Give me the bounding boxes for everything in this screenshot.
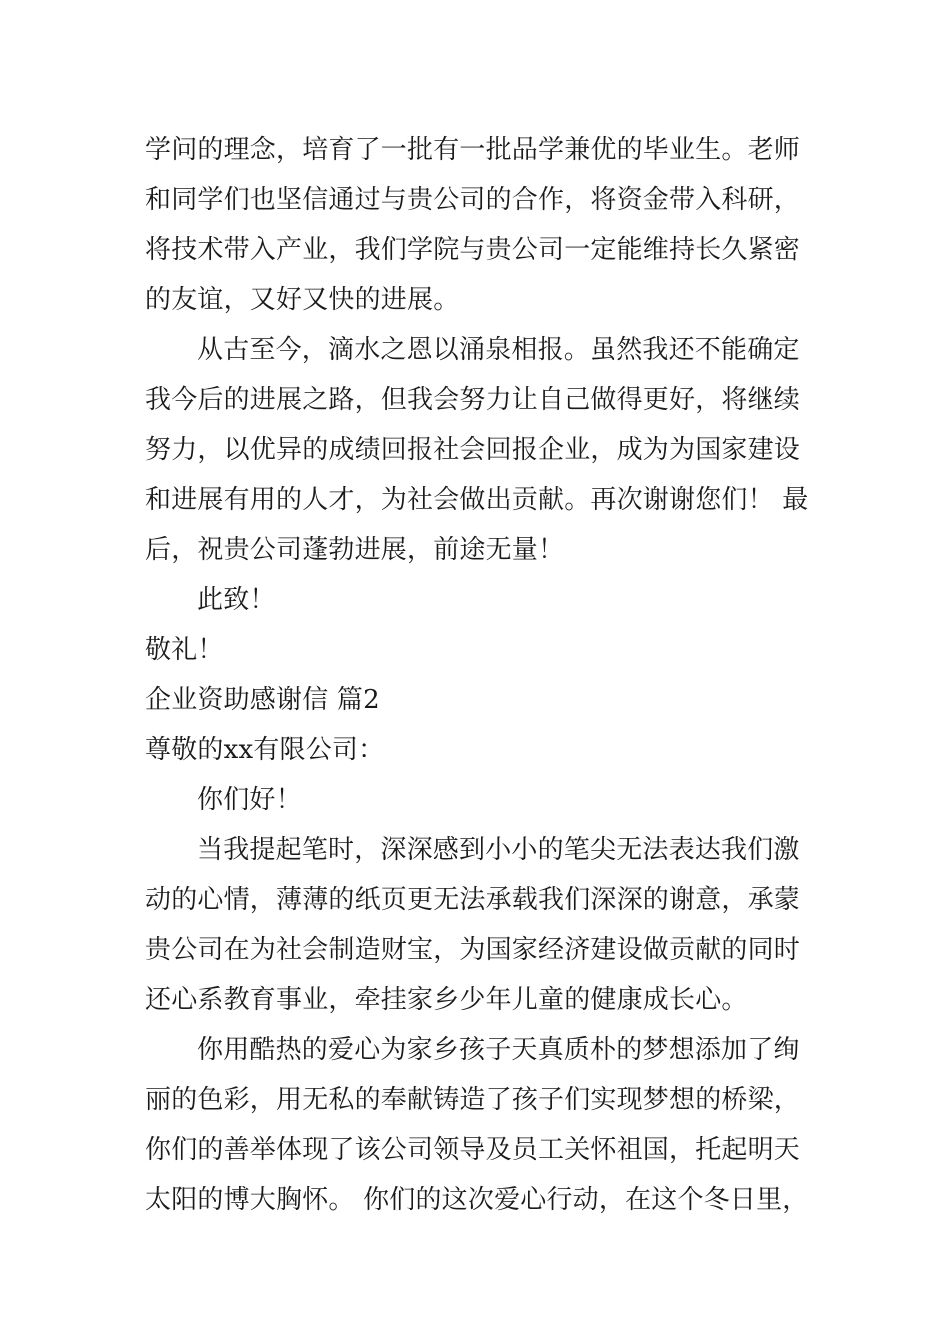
body-text-line: 将技术带入产业，我们学院与贵公司一定能维持长久紧密 [145, 235, 801, 265]
body-text-line: 努力，以优异的成绩回报社会回报企业，成为为国家建设 [145, 435, 801, 465]
closing-salutation: 此致！ [197, 585, 276, 615]
paragraph-first-line: 你用酷热的爱心为家乡孩子天真质朴的梦想添加了绚 [197, 1035, 800, 1065]
body-text-line: 还心系教育事业，牵挂家乡少年儿童的健康成长心。 [145, 985, 748, 1015]
body-text-line: 你们的善举体现了该公司领导及员工关怀祖国，托起明天 [145, 1135, 801, 1165]
body-text-line: 太阳的博大胸怀。 你们的这次爱心行动，在这个冬日里， [145, 1185, 809, 1215]
body-text-line: 丽的色彩，用无私的奉献铸造了孩子们实现梦想的桥梁， [145, 1085, 801, 1115]
letter-greeting: 你们好！ [197, 785, 302, 815]
closing-respects: 敬礼！ [145, 635, 224, 665]
body-text-line: 贵公司在为社会制造财宝，为国家经济建设做贡献的同时 [145, 935, 801, 965]
letter-addressee: 尊敬的xx有限公司： [145, 735, 385, 765]
paragraph-first-line: 从古至今，滴水之恩以涌泉相报。虽然我还不能确定 [197, 335, 800, 365]
paragraph-first-line: 当我提起笔时，深深感到小小的笔尖无法表达我们激 [197, 835, 800, 865]
body-text-line: 学问的理念，培育了一批有一批品学兼优的毕业生。老师 [145, 135, 801, 165]
body-text-line: 后，祝贵公司蓬勃进展，前途无量！ [145, 535, 565, 565]
body-text-line: 和同学们也坚信通过与贵公司的合作，将资金带入科研， [145, 185, 801, 215]
body-text-line: 我今后的进展之路，但我会努力让自己做得更好，将继续 [145, 385, 801, 415]
section-heading: 企业资助感谢信 篇2 [145, 685, 380, 715]
body-text-line: 的友谊，又好又快的进展。 [145, 285, 460, 315]
body-text-line: 和进展有用的人才，为社会做出贡献。再次谢谢您们！ 最 [145, 485, 809, 515]
body-text-line: 动的心情，薄薄的纸页更无法承载我们深深的谢意，承蒙 [145, 885, 801, 915]
